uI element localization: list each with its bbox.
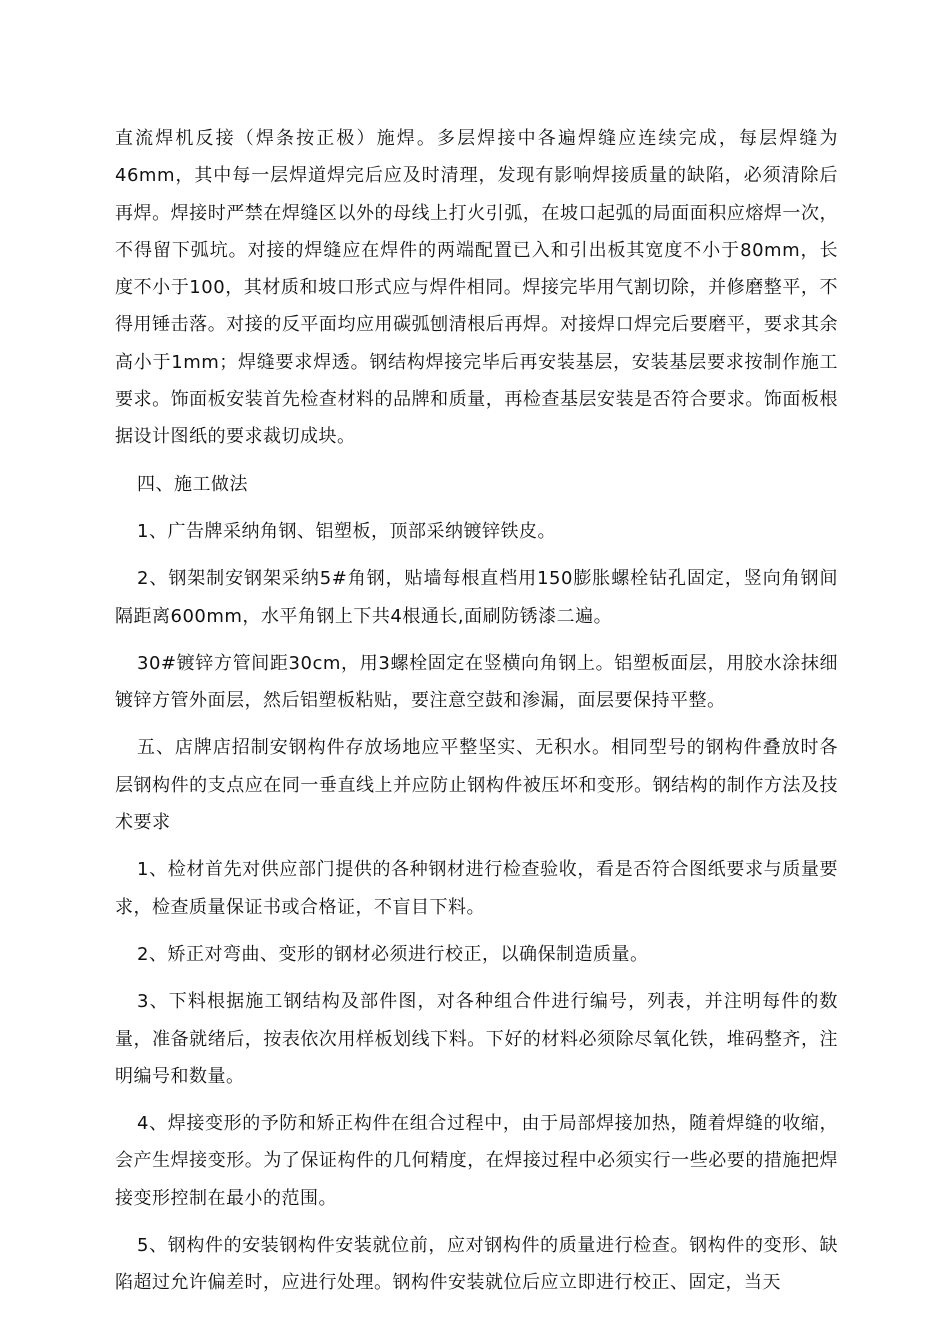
paragraph-item-1-material-inspection: 1、检材首先对供应部门提供的各种钢材进行检查验收，看是否符合图纸要求与质量要求，检查质量保证书或合格证，不盲目下料。 bbox=[115, 859, 838, 918]
paragraph-item-4-weld-deformation: 4、焊接变形的予防和矫正构件在组合过程中，由于局部焊接加热，随着焊缝的收缩，会产生焊接变形。为了保证构件的几何精度，在焊接过程中必须实行一些必要的措施把焊接变形控制在最小的范围。 bbox=[115, 1113, 838, 1209]
paragraph-welding-continuation: 直流焊机反接（焊条按正极）施焊。多层焊接中各遍焊缝应连续完成，每层焊缝为46mm，其中每一层焊道焊完后应及时清理，发现有影响焊接质量的缺陷，必须清除后再焊。焊接时严禁在焊缝区以外的母线上打火引弧，在坡口起弧的局面面积应熔焊一次，不得留下弧坑。对接的焊缝应在焊件的两端配置已入和引出板其宽度不小于80mm，长度不小于100，其材质和坡口形式应与焊件相同。焊接完毕用气割切除，并修磨整平，不得用锤击落。对接的反平面均应用碳弧刨清根后再焊。对接焊口焊完后要磨平，要求其余高小于1mm；焊缝要求焊透。钢结构焊接完毕后再安装基层，安装基层要求按制作施工要求。饰面板安装首先检查材料的品牌和质量，再检查基层安装是否符合要求。饰面板根据设计图纸的要求裁切成块。 bbox=[115, 128, 838, 448]
paragraph-galvanized-square-tube: 30#镀锌方管间距30cm，用3螺栓固定在竖横向角钢上。铝塑板面层，用胶水涂抹细镀锌方管外面层，然后铝塑板粘贴，要注意空鼓和渗漏，面层要保持平整。 bbox=[115, 652, 838, 712]
paragraph-item-3-cutting: 3、下料根据施工钢结构及部件图，对各种组合件进行编号，列表，并注明每件的数量，准备就绪后，按表依次用样板划线下料。下好的材料必须除尽氧化铁，堆码整齐，注明编号和数量。 bbox=[115, 991, 838, 1087]
section-heading-storefront-sign: 五、店牌店招制安钢构件存放场地应平整坚实、无积水。相同型号的钢构件叠放时各层钢构件的支点应在同一垂直线上并应防止钢构件被压坏和变形。钢结构的制作方法及技术要求 bbox=[115, 737, 838, 834]
paragraph-item-2-straightening: 2、矫正对弯曲、变形的钢材必须进行校正，以确保制造质量。 bbox=[137, 943, 649, 965]
section-heading-construction-method: 四、施工做法 bbox=[137, 473, 248, 495]
paragraph-item-5-installation: 5、钢构件的安装钢构件安装就位前，应对钢构件的质量进行检查。钢构件的变形、缺陷超过允许偏差时，应进行处理。钢构件安装就位后应立即进行校正、固定，当天 bbox=[115, 1235, 838, 1294]
paragraph-item-2-steel-frame: 2、钢架制安钢架采纳5#角钢，贴墙每根直档用150膨胀螺栓钻孔固定，竖向角钢间隔距离600mm，水平角钢上下共4根通长,面刷防锈漆二遍。 bbox=[115, 568, 838, 627]
paragraph-item-1-billboard: 1、广告牌采纳角钢、铝塑板，顶部采纳镀锌铁皮。 bbox=[137, 520, 556, 542]
